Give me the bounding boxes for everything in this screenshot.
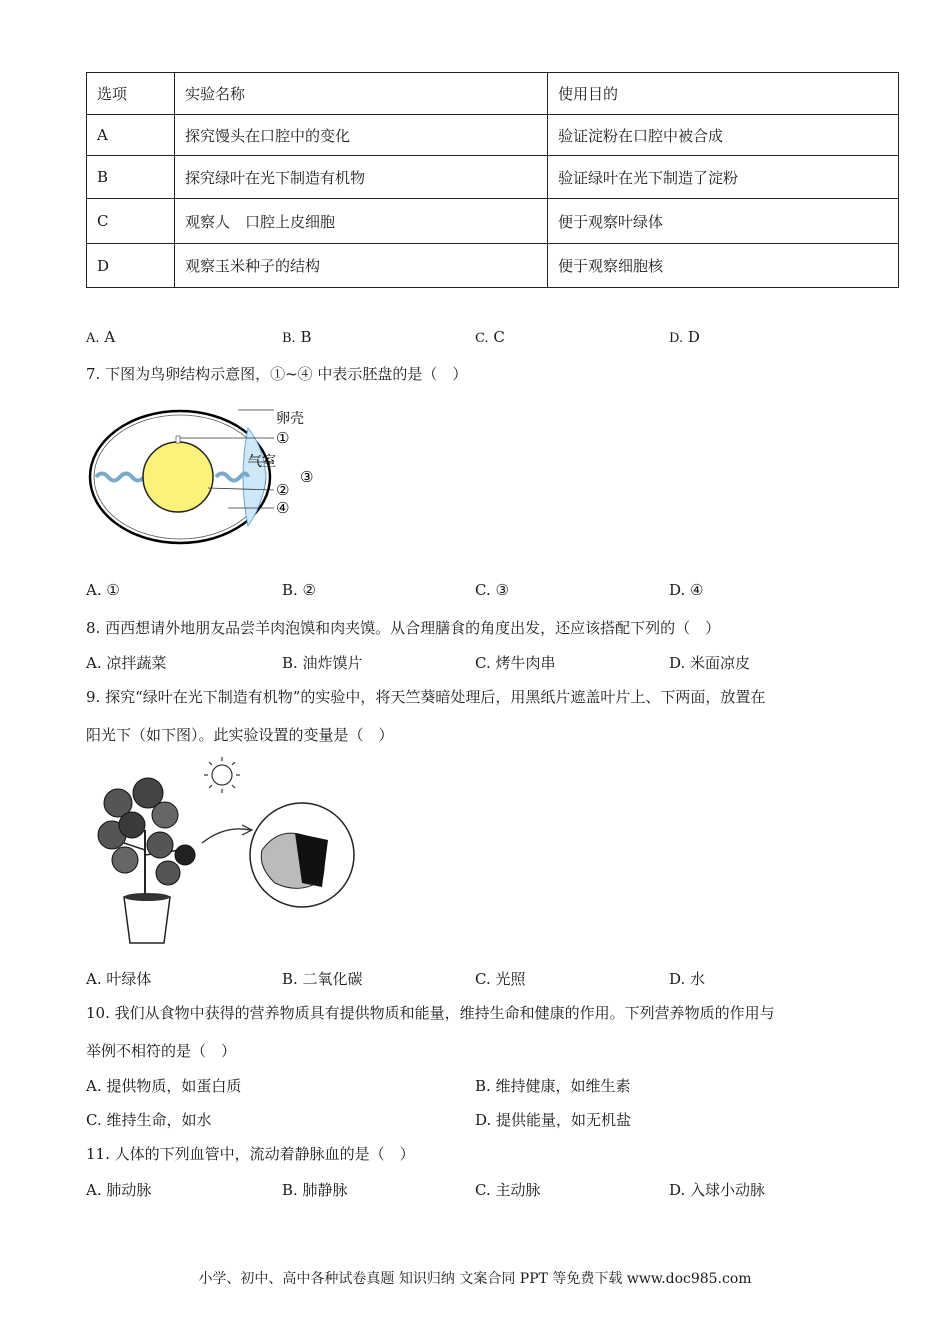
q8-option-c: C. 烤牛肉串 bbox=[475, 654, 556, 672]
magnified-leaf bbox=[250, 803, 354, 907]
q11-stem: 11. 人体的下列血管中，流动着静脉血的是（ ） bbox=[86, 1145, 415, 1163]
q11-option-d: D. 入球小动脉 bbox=[669, 1181, 766, 1199]
q11-option-c: C. 主动脉 bbox=[475, 1181, 541, 1199]
table-cell: 便于观察叶绿体 bbox=[548, 199, 899, 244]
q7-stem: 7. 下图为鸟卵结构示意图，①~④ 中表示胚盘的是（ ） bbox=[86, 365, 468, 383]
table-row bbox=[87, 199, 899, 244]
table-cell: 验证淀粉在口腔中被合成 bbox=[548, 115, 899, 156]
table-cell: 探究馒头在口腔中的变化 bbox=[175, 115, 548, 156]
q9-options bbox=[86, 968, 906, 990]
q10-options-row1 bbox=[86, 1075, 906, 1097]
q9-option-c: C. 光照 bbox=[475, 970, 526, 988]
table-cell: B bbox=[87, 156, 175, 199]
page-footer: 小学、初中、高中各种试卷真题 知识归纳 文案合同 PPT 等免费下载 www.doc985.com bbox=[198, 1271, 752, 1287]
q11-option-b: B. 肺静脉 bbox=[282, 1181, 348, 1199]
q7-option-d: D. ④ bbox=[669, 581, 704, 599]
label-3: ③ bbox=[300, 468, 314, 486]
table-cell: 探究绿叶在光下制造有机物 bbox=[175, 156, 548, 199]
q10-option-c: C. 维持生命，如水 bbox=[86, 1111, 212, 1129]
table-row bbox=[87, 244, 899, 288]
table-cell: 观察人 口腔上皮细胞 bbox=[175, 199, 548, 244]
table-cell: C bbox=[87, 199, 175, 244]
table-row bbox=[87, 156, 899, 199]
q10-option-b: B. 维持健康，如维生素 bbox=[475, 1077, 631, 1095]
q10-option-d: D. 提供能量，如无机盐 bbox=[475, 1111, 632, 1129]
geranium-experiment-figure bbox=[90, 755, 360, 950]
q7-options bbox=[86, 581, 906, 603]
q11-option-a: A. 肺动脉 bbox=[86, 1181, 152, 1199]
table-cell: A bbox=[87, 115, 175, 156]
header-cell: 实验名称 bbox=[175, 73, 548, 115]
q7-option-a: A. ① bbox=[86, 581, 120, 599]
label-4: ④ bbox=[276, 499, 290, 517]
header-cell: 使用目的 bbox=[548, 73, 899, 115]
q8-options bbox=[86, 652, 906, 674]
q10-stem-line1: 10. 我们从食物中获得的营养物质具有提供物质和能量，维持生命和健康的作用。下列营养物质的作用与 bbox=[86, 1004, 775, 1022]
q7-option-c: C. ③ bbox=[475, 581, 509, 599]
q7-option-b: B. ② bbox=[282, 581, 317, 599]
label-1: ① bbox=[276, 429, 290, 447]
sun-icon bbox=[204, 757, 240, 793]
q9-option-a: A. 叶绿体 bbox=[86, 970, 152, 988]
q6-options bbox=[86, 328, 906, 350]
experiment-table bbox=[86, 72, 899, 288]
bird-egg-diagram bbox=[88, 402, 328, 562]
table-cell: 观察玉米种子的结构 bbox=[175, 244, 548, 288]
table-header-row bbox=[87, 73, 899, 115]
q9-option-d: D. 水 bbox=[669, 970, 706, 988]
q9-option-b: B. 二氧化碳 bbox=[282, 970, 363, 988]
header-cell: 选项 bbox=[87, 73, 175, 115]
q8-stem: 8. 西西想请外地朋友品尝羊肉泡馍和肉夹馍。从合理膳食的角度出发，还应该搭配下列的（ ） bbox=[86, 619, 721, 637]
q8-option-b: B. 油炸馍片 bbox=[282, 654, 363, 672]
q10-stem-line2: 举例不相符的是（ ） bbox=[86, 1042, 237, 1060]
q8-option-a: A. 凉拌蔬菜 bbox=[86, 654, 167, 672]
potted-geranium bbox=[98, 778, 195, 943]
q8-option-d: D. 米面凉皮 bbox=[669, 654, 751, 672]
q9-stem-line1: 9. 探究“绿叶在光下制造有机物”的实验中，将天竺葵暗处理后，用黑纸片遮盖叶片上、下两面，放置在 bbox=[86, 688, 766, 706]
table-cell: 验证绿叶在光下制造了淀粉 bbox=[548, 156, 899, 199]
q6-option-c: C. C bbox=[475, 328, 505, 346]
label-air-chamber: 气室 bbox=[248, 454, 276, 470]
table-row bbox=[87, 115, 899, 156]
table-cell: 便于观察细胞核 bbox=[548, 244, 899, 288]
q6-option-d: D. D bbox=[669, 328, 700, 346]
germinal-disc bbox=[176, 436, 180, 443]
label-2: ② bbox=[276, 481, 290, 499]
table-cell: D bbox=[87, 244, 175, 288]
q10-option-a: A. 提供物质，如蛋白质 bbox=[86, 1077, 242, 1095]
yolk bbox=[143, 442, 213, 512]
q6-option-a: A. A bbox=[86, 328, 116, 346]
q6-option-b: B. B bbox=[282, 328, 312, 346]
q9-stem-line2: 阳光下（如下图）。此实验设置的变量是（ ） bbox=[86, 726, 394, 744]
q11-options bbox=[86, 1179, 906, 1201]
label-shell: 卵壳 bbox=[276, 411, 304, 427]
q10-options-row2 bbox=[86, 1109, 906, 1131]
